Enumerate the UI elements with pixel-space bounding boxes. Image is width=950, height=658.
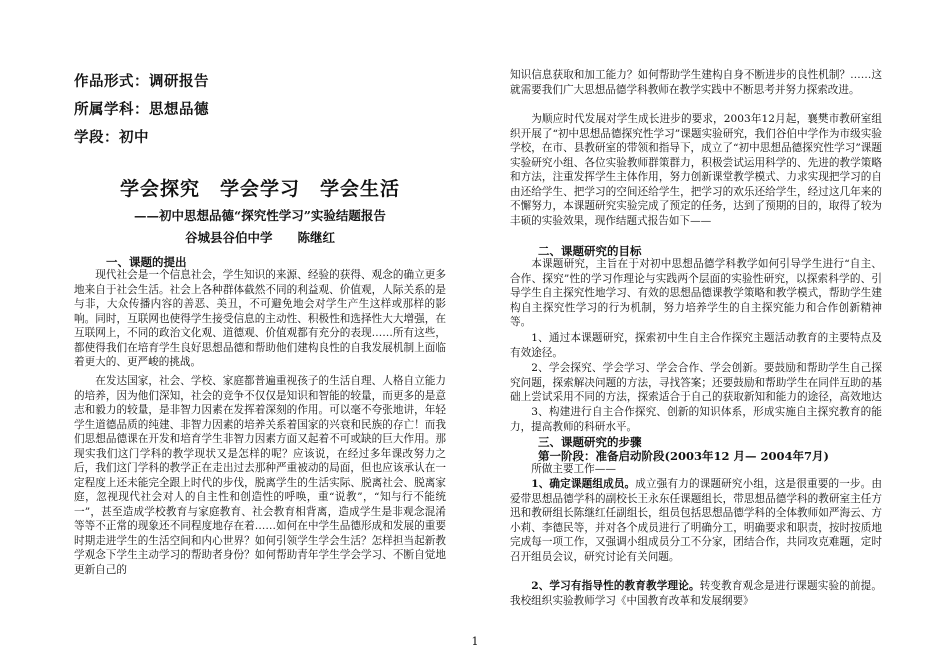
step-item-1-body: 成立强有力的课题研究小组，这是很重要的一步。由爱带思想品德学科的副校长王永东任课题组长，带思想品德学科的教研室主任方迅和教研组长陈继红任副组长，组员包括思想品德学科的全体教师如严海云、方小莉、李德民等，并对各个成员进行了明确分工，明确要求和职责，按时按质地完成每一项工作，又强调小组成员分工不分家，团结合作，共同攻克难题，定时召开组员会议，研究讨论有关问题。 xyxy=(510,478,882,563)
step-item-1-lead: 1、确定课题组成员。 xyxy=(531,478,636,490)
section-heading-3: 三、课题研究的步骤 xyxy=(538,435,642,449)
report-title: 学会探究 学会学习 学会生活 xyxy=(119,178,400,200)
section-heading-2: 二、课题研究的目标 xyxy=(538,244,642,258)
school-stage: 学段：初中 xyxy=(74,130,149,146)
step-item-2-body: 转变教育观念是进行课题实验的前提。我校组织实验教师学习《中国教育改革和发展纲要》 xyxy=(510,580,882,607)
paragraph-continued: 知识信息获取和加工能力？如何帮助学生建构自身不断进步的良性机制？……这就需要我们广大思想品德学科教师在教学实践中不断思考并努力探索改进。 xyxy=(510,69,882,96)
paragraph-background: 为顺应时代发展对学生成长进步的要求，2003年12月起，襄樊市教研室组织开展了“初中思想品德探究性学习”课题实验研究，我们谷伯中学作为市级实验学校，在市、县教研室的带领和指导下，成立了“初中思想品德探究性学习”课题实验研究小组、各位实验教师群策群力，积极尝试运用科学的、先进的教学策略和方法，注重发挥学生主体作用，努力创新课堂教学模式、力求实现把学习的自由还给学生、把学习的空间还给学生，把学习的欢乐还给学生，经过这几年来的不懈努力，本课题研究实验完成了预定的任务，达到了预期的目的，取得了较为丰硕的实验效果，现作结题式报告如下—— xyxy=(510,113,882,227)
work-form: 作品形式：调研报告 xyxy=(74,74,209,90)
subject: 所属学科：思想品德 xyxy=(74,102,209,118)
report-subtitle: ——初中思想品德“探究性学习”实验结题报告 xyxy=(134,208,386,223)
goal-item-3: 3、构建进行自主合作探究、创新的知识体系，形成实施自主探究教育的能力，提高教师的科研水平。 xyxy=(510,406,882,433)
phase-intro: 所做主要工作—— xyxy=(531,463,616,475)
step-item-2 xyxy=(510,579,882,609)
goal-item-2: 2、学会探究、学会学习、学会合作、学会创新。要鼓励和帮助学生自己探究问题，探索解决问题的方法，寻找答案；还要鼓励和帮助学生在同伴互助的基础上尝试采用不同的方法，探索适合于自己的获取新知和能力的途径，高效地达 xyxy=(510,362,882,403)
step-item-1 xyxy=(510,477,882,579)
phase-heading-1: 第一阶段：准备启动阶段(2003年12 月— 2004年7月) xyxy=(538,449,829,463)
paragraph-intro-1: 现代社会是一个信息社会，学生知识的来源、经验的获得、观念的确立更多地来自于社会生活。社会上各种群体截然不同的利益观、价值观，人际关系的是与非，大众传播内容的善恶、美丑，不可避免地会对学生产生这样或那样的影响。同时，互联网也使得学生接受信息的主动性、积极性和选择性大大增强，在互联网上，不同的政治文化观、道德观、价值观都有充分的表现……所有这些，都使得我们在培育学生良好思想品德和帮助他们建构良性的自我发展机制上面临着更大的、更严峻的挑战。 xyxy=(74,269,446,368)
section-heading-1: 一、课题的提出 xyxy=(106,255,187,269)
author-line: 谷城县谷伯中学 陈继红 xyxy=(184,230,335,245)
page-number: 1 xyxy=(471,635,479,648)
goal-item-1: 1、通过本课题研究，探索初中生自主合作探究主题活动教育的主要特点及有效途径。 xyxy=(510,332,882,359)
paragraph-goals: 本课题研究，主旨在于对初中思想品德学科教学如何引导学生进行“自主、合作、探究”性的学习作理论与实践两个层面的实验性研究，以探索科学的、引导学生自主探究性地学习、有效的思想品德课教学策略和教学模式，帮助学生建构自主探究性学习的行为机制，努力培养学生的自主探究能力和合作创新精神等。 xyxy=(510,258,882,328)
step-item-2-lead: 2、学习有指导性的教育教学理论。 xyxy=(531,580,700,592)
paragraph-intro-2: 在发达国家，社会、学校、家庭都普遍重视孩子的生活自理、人格自立能力的培养，因为他们深知，社会的竞争不仅仅是知识和智能的较量，而更多的是意志和毅力的较量，是非智力因素在发挥着深刻的作用。可以毫不夸张地讲，年轻学生道德品质的纯建、非智力因素的培养关系着国家的兴衰和民族的存亡！而我们思想品德课在开发和培育学生非智力因素方面又起着不可或缺的巨大作用。那现实我们这门学科的教学现状又是怎样的呢？应该说，在经过多年课改努力之后，我们这门学科的教学正在走出过去那种严重被动的局面，但也应该承认在一定程度上还未能完全跟上时代的步伐，脱离学生的生活实际、脱离社会、脱离家庭，忽视现代社会对人的自主性和创造性的呼唤，重“说教”，“知与行不能统一”，甚至造成学校教育与家庭教育、社会教育相背离，造成学生是非观念混淆等等不正常的现象还不同程度地存在着……如何在中学生品德形成和发展的重要时期走进学生的生活空间和内心世界？如何引领学生学会生活？怎样担当起新教学观念下学生主动学习的帮助者身份？如何帮助青年学生学会学习、不断自觉地更新自己的 xyxy=(74,375,446,576)
